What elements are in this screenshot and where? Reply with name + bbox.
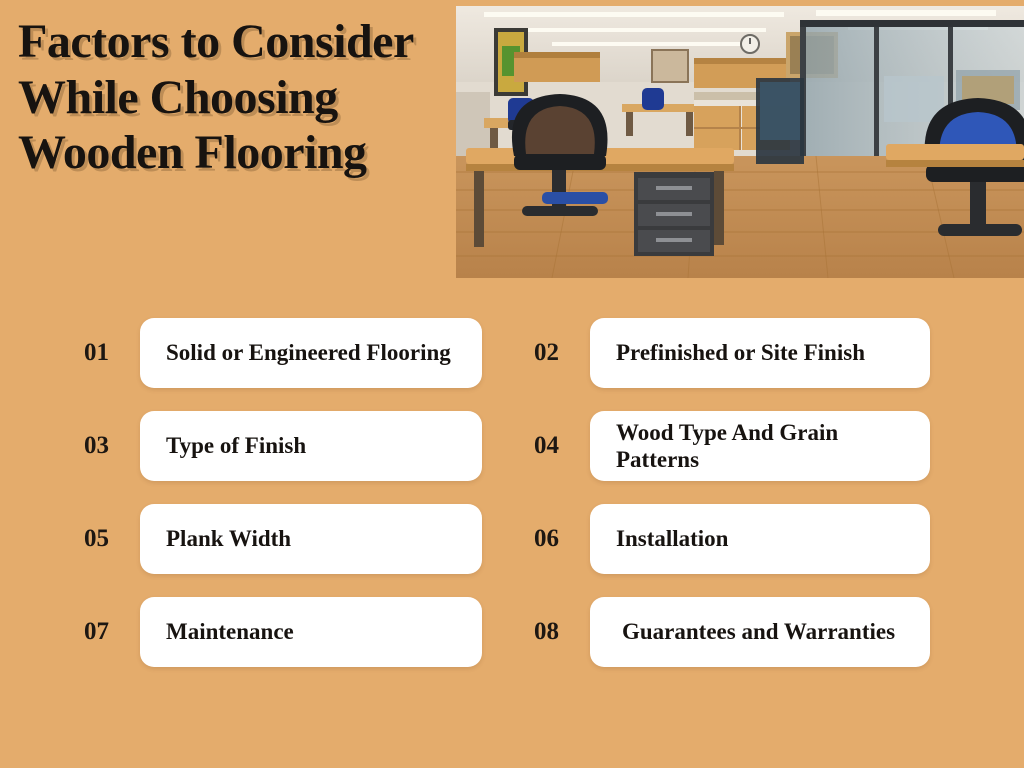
factor-number: 01 [84,339,109,366]
factor-pill[interactable] [590,318,930,388]
factor-label: Maintenance [166,619,294,645]
factor-number: 03 [84,432,109,459]
factor-pill[interactable] [140,411,482,481]
factor-item-05[interactable] [0,504,512,574]
page-title: Factors to Consider While Choosing Wooden Flooring [18,15,413,180]
office-interior-wooden-flooring-photo [456,6,1024,278]
factor-item-08[interactable] [512,597,1024,667]
factor-number: 05 [84,525,109,552]
factor-pill[interactable] [590,597,930,667]
factor-label: Guarantees and Warranties [622,619,896,645]
factor-pill[interactable] [590,411,930,481]
factor-pill[interactable] [140,504,482,574]
factor-label: Type of Finish [166,433,307,459]
factor-item-02[interactable] [512,318,1024,388]
factor-number: 07 [84,618,109,645]
factor-item-04[interactable] [512,411,1024,481]
factor-label: Wood Type And Grain Patterns [616,419,839,472]
factor-row [0,504,1024,574]
factor-row [0,411,1024,481]
factor-number: 08 [534,618,559,645]
factor-label: Solid or Engineered Flooring [166,340,451,366]
factors-grid [0,318,1024,690]
factor-item-07[interactable] [0,597,512,667]
factor-number: 06 [534,525,559,552]
factor-number: 04 [534,432,559,459]
factor-row [0,318,1024,388]
factor-item-06[interactable] [512,504,1024,574]
factor-label: Plank Width [166,526,292,552]
factor-label: Prefinished or Site Finish [616,340,865,366]
factor-label: Installation [616,526,729,552]
factor-item-01[interactable] [0,318,512,388]
factor-number: 02 [534,339,559,366]
factor-item-03[interactable] [0,411,512,481]
factor-pill[interactable] [140,597,482,667]
factor-row [0,597,1024,667]
factor-pill[interactable] [590,504,930,574]
factor-pill[interactable] [140,318,482,388]
